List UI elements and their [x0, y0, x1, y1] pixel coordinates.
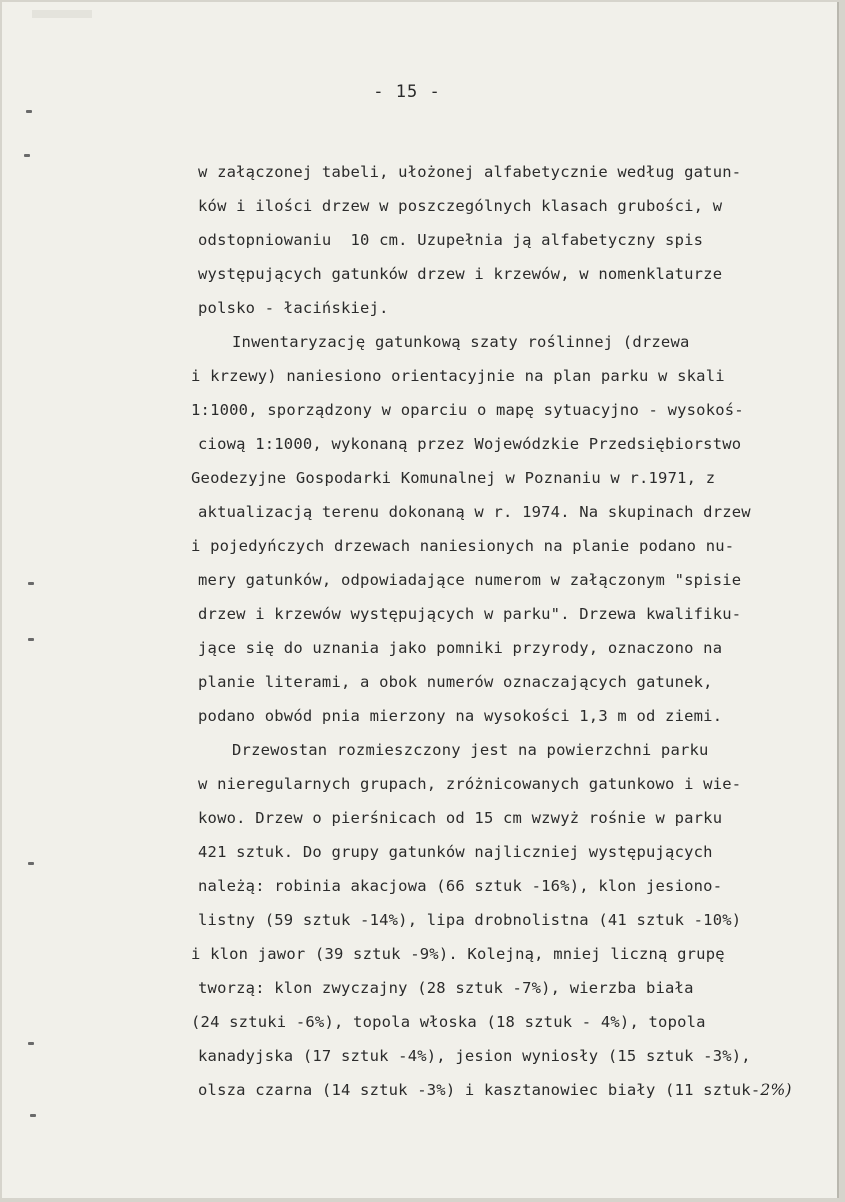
text-line: aktualizacją terenu dokonaną w r. 1974. Na skupinach drzew — [198, 503, 751, 521]
text-line: kowo. Drzew o pierśnicach od 15 cm wzwyż rośnie w parku — [198, 809, 723, 827]
text-line: mery gatunków, odpowiadające numerom w załączonym "spisie — [198, 571, 742, 589]
margin-mark — [30, 1114, 36, 1117]
text-line: i pojedyńczych drzewach naniesionych na planie podano nu- — [191, 537, 735, 555]
text-line: 421 sztuk. Do grupy gatunków najliczniej występujących — [198, 843, 713, 861]
margin-mark — [28, 638, 34, 641]
text-line: Inwentaryzację gatunkową szaty roślinnej (drzewa — [232, 333, 690, 351]
page-number: - 15 - — [373, 82, 441, 102]
text-line: kanadyjska (17 sztuk -4%), jesion wyniosły (15 sztuk -3%), — [198, 1047, 751, 1065]
text-line: listny (59 sztuk -14%), lipa drobnolistna (41 sztuk -10%) — [198, 911, 742, 929]
page-smudge — [32, 10, 92, 18]
text-line: w nieregularnych grupach, zróżnicowanych gatunkowo i wie- — [198, 775, 742, 793]
text-line: Geodezyjne Gospodarki Komunalnej w Poznaniu w r.1971, z — [191, 469, 716, 487]
text-line: ków i ilości drzew w poszczególnych klasach grubości, w — [198, 197, 723, 215]
text-line: drzew i krzewów występujących w parku". Drzewa kwalifiku- — [198, 605, 742, 623]
text-line: ciową 1:1000, wykonaną przez Wojewódzkie Przedsiębiorstwo — [198, 435, 742, 453]
text-line: Drzewostan rozmieszczony jest na powierzchni parku — [232, 741, 709, 759]
margin-mark — [28, 862, 34, 865]
handwritten-note: 2%) — [760, 1081, 792, 1099]
text-line: 1:1000, sporządzony w oparciu o mapę sytuacyjno - wysokoś- — [191, 401, 744, 419]
document-page — [2, 2, 839, 1198]
text-line-content: olsza czarna (14 sztuk -3%) i kasztanowiec biały (11 sztuk- — [198, 1081, 761, 1099]
text-line: należą: robinia akacjowa (66 sztuk -16%), klon jesiono- — [198, 877, 723, 895]
text-line: w załączonej tabeli, ułożonej alfabetycznie według gatun- — [198, 163, 742, 181]
margin-mark — [24, 154, 30, 157]
text-line: i klon jawor (39 sztuk -9%). Kolejną, mniej liczną grupę — [191, 945, 725, 963]
margin-mark — [28, 1042, 34, 1045]
text-line: odstopniowaniu 10 cm. Uzupełnia ją alfabetyczny spis — [198, 231, 704, 249]
margin-mark — [26, 110, 32, 113]
text-line-last — [198, 1080, 792, 1100]
text-line: polsko - łacińskiej. — [198, 299, 389, 317]
text-line: jące się do uznania jako pomniki przyrody, oznaczono na — [198, 639, 723, 657]
text-line: (24 sztuki -6%), topola włoska (18 sztuk - 4%), topola — [191, 1013, 706, 1031]
text-line: podano obwód pnia mierzony na wysokości 1,3 m od ziemi. — [198, 707, 723, 725]
text-line: występujących gatunków drzew i krzewów, w nomenklaturze — [198, 265, 723, 283]
text-line: i krzewy) naniesiono orientacyjnie na plan parku w skali — [191, 367, 725, 385]
text-line: tworzą: klon zwyczajny (28 sztuk -7%), wierzba biała — [198, 979, 694, 997]
margin-mark — [28, 582, 34, 585]
text-line: planie literami, a obok numerów oznaczających gatunek, — [198, 673, 713, 691]
